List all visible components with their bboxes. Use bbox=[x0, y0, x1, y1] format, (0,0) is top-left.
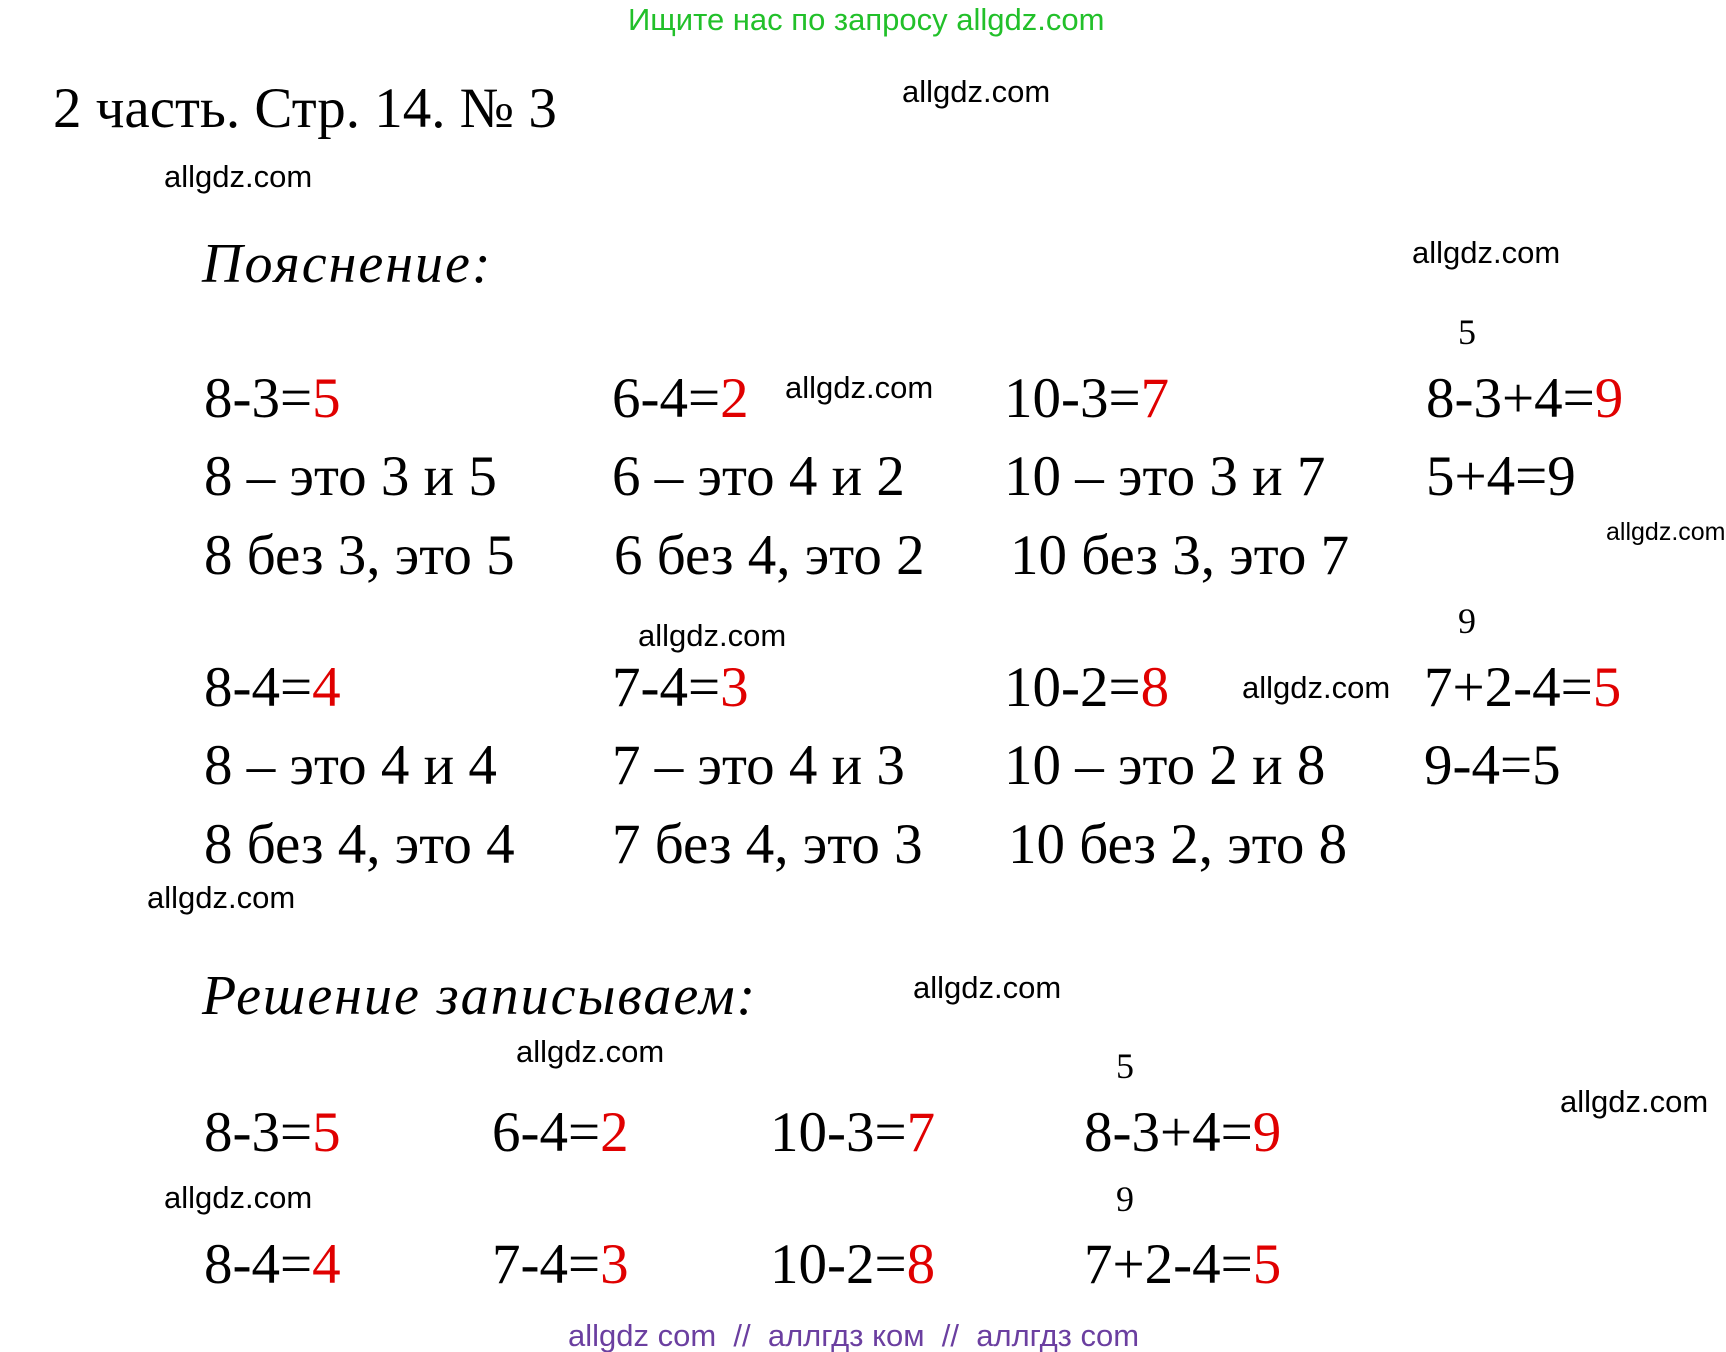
solution-r2-eq3 bbox=[770, 1233, 936, 1296]
watermark: allgdz.com bbox=[913, 970, 1062, 1005]
expl-b2c3-line3: 10 без 2, это 8 bbox=[1008, 813, 1348, 876]
solution-r1-eq3 bbox=[770, 1101, 936, 1164]
footer-links: allgdz com // аллгдз ком // аллгдз com bbox=[568, 1318, 1140, 1352]
expl-b2c4-line2: 9-4=5 bbox=[1424, 734, 1561, 797]
header-banner: Ищите нас по запросу allgdz.com bbox=[628, 2, 1105, 37]
expl-b2c2-line3: 7 без 4, это 3 bbox=[612, 813, 923, 876]
equation-text: 6-4= bbox=[612, 367, 721, 430]
watermark: allgdz.com bbox=[1606, 518, 1726, 546]
equation-text: 8-3= bbox=[204, 1101, 313, 1164]
expl-b1c1-line2: 8 – это 3 и 5 bbox=[204, 445, 497, 508]
watermark: allgdz.com bbox=[516, 1034, 665, 1069]
watermark: allgdz.com bbox=[902, 74, 1051, 109]
expl-b1c1-equation bbox=[204, 367, 341, 430]
page-title: 2 часть. Стр. 14. № 3 bbox=[53, 77, 557, 140]
watermark: allgdz.com bbox=[164, 1180, 313, 1215]
expl-b2c4-equation bbox=[1424, 656, 1622, 719]
solution-heading: Решение записываем: bbox=[202, 965, 758, 1027]
watermark: allgdz.com bbox=[638, 618, 787, 653]
expl-b1c4-equation bbox=[1426, 367, 1624, 430]
answer-value: 3 bbox=[720, 656, 749, 719]
answer-value: 2 bbox=[720, 367, 749, 430]
equation-text: 6-4= bbox=[492, 1101, 601, 1164]
equation-text: 10-3= bbox=[1004, 367, 1141, 430]
expl-b2c3-line2: 10 – это 2 и 8 bbox=[1004, 734, 1326, 797]
equation-text: 8-4= bbox=[204, 656, 313, 719]
expl-b2c2-equation bbox=[612, 656, 749, 719]
expl-b1c1-line3: 8 без 3, это 5 bbox=[204, 524, 515, 587]
expl-b2c4-intermediate: 9 bbox=[1458, 601, 1476, 641]
equation-text: 7+2-4= bbox=[1084, 1233, 1253, 1296]
expl-b1c4-intermediate: 5 bbox=[1458, 312, 1476, 352]
answer-value: 5 bbox=[1592, 656, 1622, 719]
watermark: allgdz.com bbox=[785, 370, 934, 405]
equation-text: 10-2= bbox=[770, 1233, 907, 1296]
answer-value: 7 bbox=[906, 1101, 936, 1164]
expl-b2c3-equation bbox=[1004, 656, 1170, 719]
equation-text: 7-4= bbox=[492, 1233, 601, 1296]
watermark: allgdz.com bbox=[1412, 235, 1561, 270]
expl-b1c2-line2: 6 – это 4 и 2 bbox=[612, 445, 905, 508]
answer-value: 5 bbox=[1252, 1233, 1282, 1296]
equation-text: 7+2-4= bbox=[1424, 656, 1593, 719]
expl-b1c2-line3: 6 без 4, это 2 bbox=[614, 524, 925, 587]
answer-value: 8 bbox=[1140, 656, 1170, 719]
equation-text: 8-4= bbox=[204, 1233, 313, 1296]
solution-r1-intermediate: 5 bbox=[1116, 1046, 1134, 1086]
answer-value: 9 bbox=[1252, 1101, 1282, 1164]
answer-value: 4 bbox=[312, 1233, 341, 1296]
solution-r2-eq1 bbox=[204, 1233, 341, 1296]
answer-value: 7 bbox=[1140, 367, 1170, 430]
watermark: allgdz.com bbox=[147, 880, 296, 915]
answer-value: 8 bbox=[906, 1233, 936, 1296]
watermark: allgdz.com bbox=[164, 159, 313, 194]
expl-b1c2-equation bbox=[612, 367, 749, 430]
watermark: allgdz.com bbox=[1560, 1084, 1709, 1119]
expl-b1c3-line2: 10 – это 3 и 7 bbox=[1004, 445, 1326, 508]
answer-value: 9 bbox=[1594, 367, 1624, 430]
expl-b2c1-line2: 8 – это 4 и 4 bbox=[204, 734, 497, 797]
explanation-heading: Пояснение: bbox=[202, 233, 493, 295]
expl-b2c2-line2: 7 – это 4 и 3 bbox=[612, 734, 905, 797]
equation-text: 8-3= bbox=[204, 367, 313, 430]
answer-value: 3 bbox=[600, 1233, 629, 1296]
equation-text: 7-4= bbox=[612, 656, 721, 719]
equation-text: 10-3= bbox=[770, 1101, 907, 1164]
expl-b1c4-line2: 5+4=9 bbox=[1426, 445, 1576, 508]
solution-r2-intermediate: 9 bbox=[1116, 1179, 1134, 1219]
expl-b1c3-line3: 10 без 3, это 7 bbox=[1010, 524, 1350, 587]
solution-r2-eq2 bbox=[492, 1233, 629, 1296]
answer-value: 5 bbox=[312, 1101, 341, 1164]
solution-r1-eq1 bbox=[204, 1101, 341, 1164]
equation-text: 8-3+4= bbox=[1084, 1101, 1253, 1164]
answer-value: 2 bbox=[600, 1101, 629, 1164]
watermark: allgdz.com bbox=[1242, 670, 1391, 705]
solution-r1-eq2 bbox=[492, 1101, 629, 1164]
equation-text: 10-2= bbox=[1004, 656, 1141, 719]
expl-b2c1-equation bbox=[204, 656, 341, 719]
equation-text: 8-3+4= bbox=[1426, 367, 1595, 430]
solution-r1-eq4 bbox=[1084, 1101, 1282, 1164]
answer-value: 4 bbox=[312, 656, 341, 719]
answer-value: 5 bbox=[312, 367, 341, 430]
expl-b1c3-equation bbox=[1004, 367, 1170, 430]
expl-b2c1-line3: 8 без 4, это 4 bbox=[204, 813, 515, 876]
solution-r2-eq4 bbox=[1084, 1233, 1282, 1296]
